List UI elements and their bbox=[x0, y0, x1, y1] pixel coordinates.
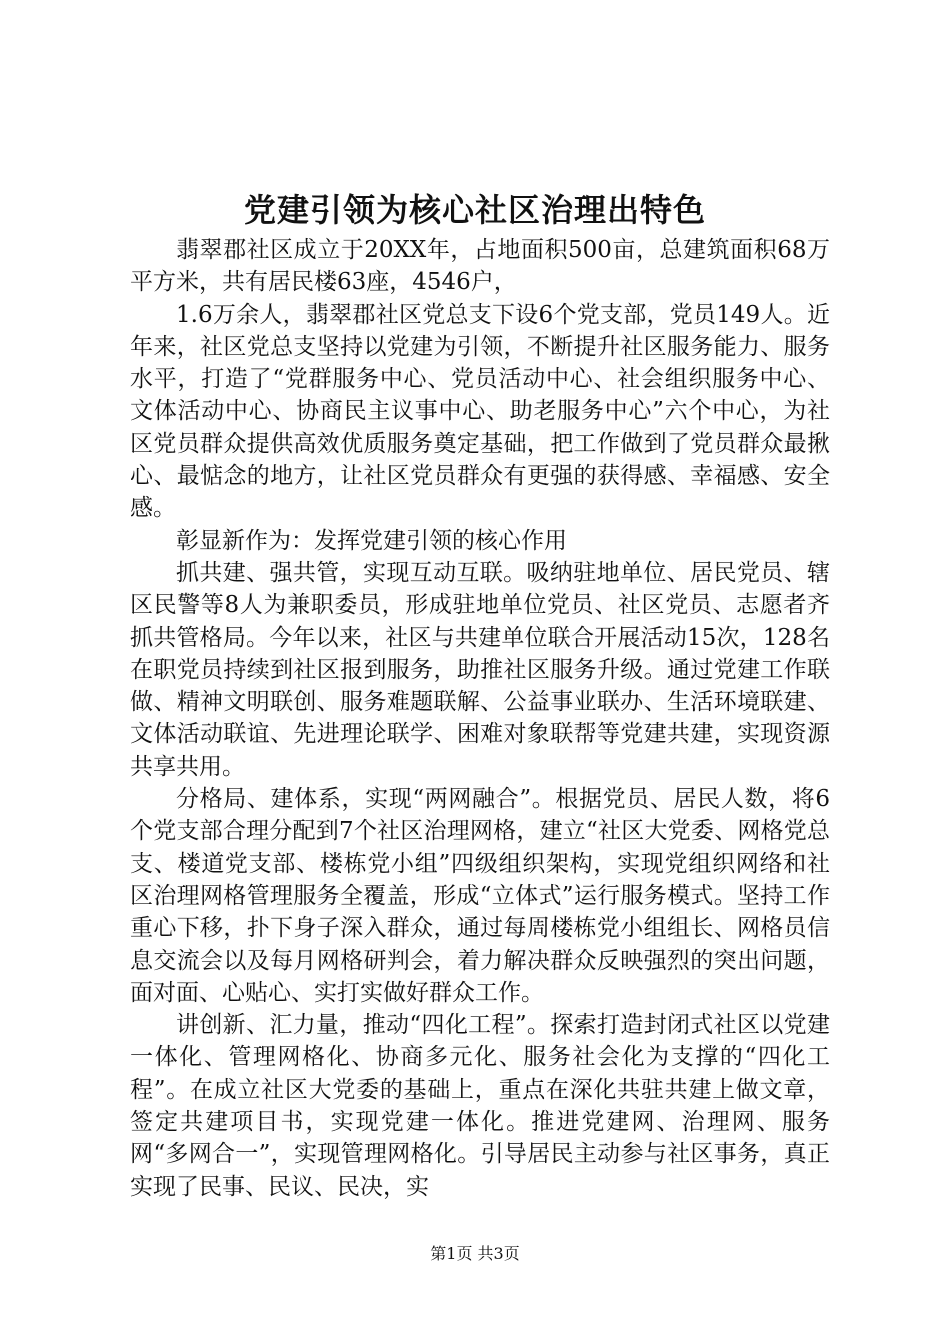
paragraph-2: 1.6万余人，翡翠郡社区党总支下设6个党支部，党员149人。近年来，社区党总支坚持以党建为引领，不断提升社区服务能力、服务水平，打造了“党群服务中心、党员活动中心、社会组织服务中心、文体活动中心、协商民主议事中心、助老服务中心”六个中心，为社区党员群众提供高效优质服务奠定基础，把工作做到了党员群众最揪心、最惦念的地方，让社区党员群众有更强的获得感、幸福感、安全感。 bbox=[130, 301, 830, 522]
document-body bbox=[130, 234, 830, 1203]
paragraph-5: 讲创新、汇力量，推动“四化工程”。探索打造封闭式社区以党建一体化、管理网格化、协商多元化、服务社会化为支撑的“四化工程”。在成立社区大党委的基础上，重点在深化共驻共建上做文章，签定共建项目书，实现党建一体化。推进党建网、治理网、服务网“多网合一”，实现管理网格化。引导居民主动参与社区事务，真正实现了民事、民议、民决，实 bbox=[130, 1012, 830, 1200]
paragraph-1: 翡翠郡社区成立于20XX年，占地面积500亩，总建筑面积68万平方米，共有居民楼63座，4546户， bbox=[130, 237, 830, 296]
document-title: 党建引领为核心社区治理出特色 bbox=[243, 191, 706, 229]
paragraph-4: 分格局、建体系，实现“两网融合”。根据党员、居民人数，将6个党支部合理分配到7个社区治理网格，建立“社区大党委、网格党总支、楼道党支部、楼栋党小组”四级组织架构，实现党组织网络和社区治理网格管理服务全覆盖，形成“立体式”运行服务模式。坚持工作重心下移，扑下身子深入群众，通过每周楼栋党小组组长、网格员信息交流会以及每月网格研判会，着力解决群众反映强烈的突出问题，面对面、心贴心、实打实做好群众工作。 bbox=[130, 786, 830, 1006]
page-number-footer: 第1页 共3页 bbox=[430, 1244, 520, 1263]
paragraph-3: 抓共建、强共管，实现互动互联。吸纳驻地单位、居民党员、辖区民警等8人为兼职委员，形成驻地单位党员、社区党员、志愿者齐抓共管格局。今年以来，社区与共建单位联合开展活动15次，128名在职党员持续到社区报到服务，助推社区服务升级。通过党建工作联做、精神文明联创、服务难题联解、公益事业联办、生活环境联建、文体活动联谊、先进理论联学、困难对象联帮等党建共建，实现资源共享共用。 bbox=[130, 559, 830, 780]
section-heading: 彰显新作为：发挥党建引领的核心作用 bbox=[176, 527, 567, 554]
